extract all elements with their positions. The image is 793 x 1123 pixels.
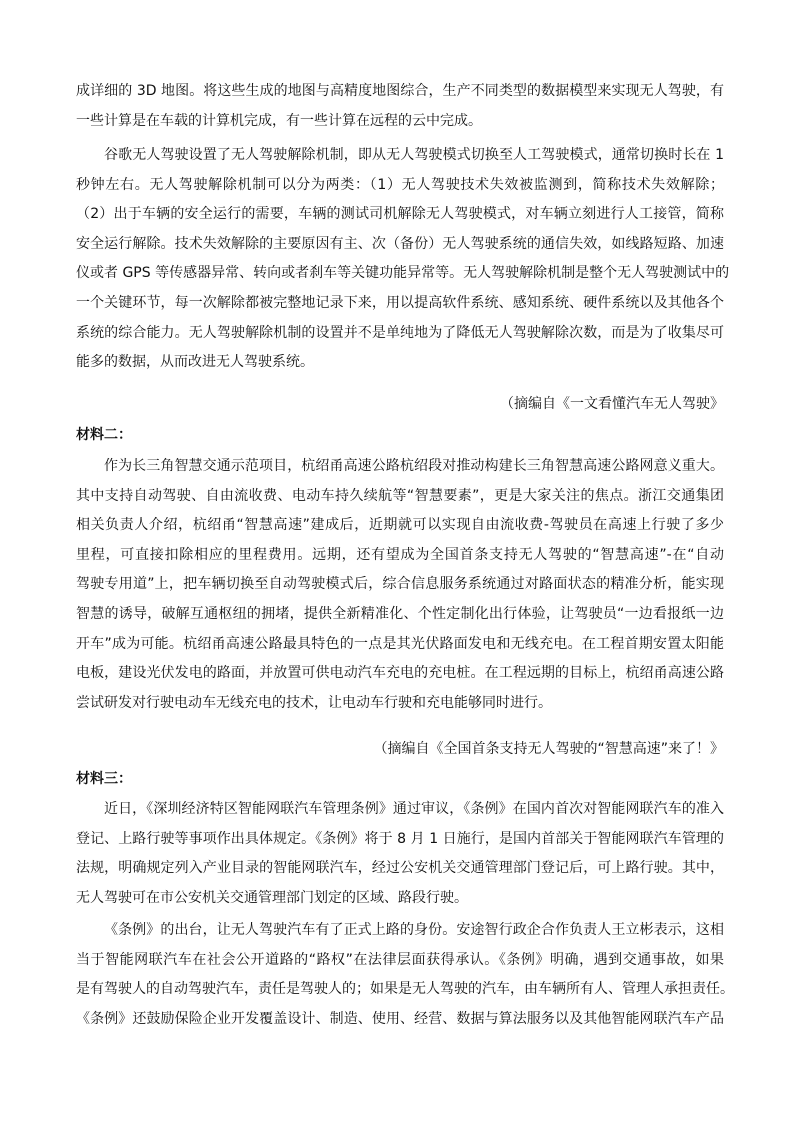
text-line: 法规，明确规定列入产业目录的智能网联汽车，经过公安机关交通管理部门登记后，可上路行驶。其中， (76, 860, 724, 877)
text-line: 近日，《深圳经济特区智能网联汽车管理条例》通过审议，《条例》在国内首次对智能网联汽车的准入 (104, 801, 724, 817)
paragraph-continuation (76, 77, 724, 136)
text-line: 秒钟左右。无人驾驶解除机制可以分为两类：（1）无人驾驶技术失效被监测到，简称技术失效解除； (76, 176, 724, 193)
text-line: 里程，可直接扣除相应的里程费用。远期，还有望成为全国首条支持无人驾驶的“智慧高速”-在“自动 (76, 546, 724, 563)
text-line: 仪或者 GPS 等传感器异常、转向或者刹车等关键功能异常等。无人驾驶解除机制是整个无人驾驶测试中的 (76, 265, 730, 282)
text-line: 相关负责人介绍，杭绍甬“智慧高速”建成后，近期就可以实现自由流收费-驾驶员在高速上行驶了多少 (76, 517, 724, 534)
text-line: 登记、上路行驶等事项作出具体规定。《条例》将于 8 月 1 日施行，是国内首部关于智能网联汽车管理的 (76, 830, 724, 847)
text-line: 当于智能网联汽车在社会公开道路的“路权”在法律层面获得承认。《条例》明确，遇到交通事故，如果 (76, 951, 724, 968)
text-line: 电板，建设光伏发电的路面，并放置可供电动汽车充电的充电桩。在工程远期的目标上，杭绍甬高速公路 (76, 665, 724, 682)
text-line: 智慧的诱导，破解互通枢纽的拥堵，提供全新精准化、个性定制化出行体验，让驾驶员“一边看报纸一边 (76, 605, 724, 622)
text-line: 系统的综合能力。无人驾驶解除机制的设置并不是单纯地为了降低无人驾驶解除次数，而是为了收集尽可 (76, 324, 724, 341)
text-line: 无人驾驶可在市公安机关交通管理部门划定的区域、路段行驶。 (76, 889, 468, 906)
text-line: 作为长三角智慧交通示范项目，杭绍甬高速公路杭绍段对推动构建长三角智慧高速公路网意义重大。 (104, 458, 724, 474)
paragraph-google-disengagement (76, 141, 730, 378)
paragraph-regulation-impact (76, 916, 734, 1034)
text-line: （2）出于车辆的安全运行的需要，车辆的测试司机解除无人驾驶模式，对车辆立刻进行人工接管，简称 (76, 206, 724, 223)
text-line: 一个关键环节，每一次解除都被完整地记录下来，用以提高软件系统、感知系统、硬件系统以及其他各个 (76, 294, 724, 311)
citation: （摘编自《全国首条支持无人驾驶的“智慧高速”来了！》 (373, 741, 724, 757)
text-line: 驾驶专用道”上，把车辆切换至自动驾驶模式后，综合信息服务系统通过对路面状态的精准分析，能实现 (76, 576, 724, 593)
text-line: 谷歌无人驾驶设置了无人驾驶解除机制，即从无人驾驶模式切换至人工驾驶模式，通常切换时长在 1 (104, 147, 724, 163)
text-line: 尝试研发对行驶电动车无线充电的技术，让电动车行驶和充电能够同时进行。 (76, 694, 552, 711)
text-line: 《条例》的出台，让无人驾驶汽车有了正式上路的身份。安途智行政企合作负责人王立彬表示，这相 (104, 922, 724, 938)
paragraph-shenzhen-regulation (76, 795, 724, 913)
text-line: 成详细的 3D 地图。将这些生成的地图与高精度地图综合，生产不同类型的数据模型来实现无人驾驶，有 (76, 83, 724, 99)
section-heading-material-2: 材料二： (76, 427, 132, 443)
text-line: 开车”成为可能。杭绍甬高速公路最具特色的一点是其光伏路面发电和无线充电。在工程首期安置太阳能 (76, 635, 724, 652)
text-line: 是有驾驶人的自动驾驶汽车，责任是驾驶人的；如果是无人驾驶的汽车，由车辆所有人、管理人承担责任。 (76, 981, 734, 998)
text-line: 《条例》还鼓励保险企业开发覆盖设计、制造、使用、经营、数据与算法服务以及其他智能网联汽车产品 (76, 1010, 724, 1027)
text-line: 能多的数据，从而改进无人驾驶系统。 (76, 354, 314, 371)
text-line: 一些计算是在车载的计算机完成，有一些计算在远程的云中完成。 (76, 112, 482, 129)
text-line: 安全运行解除。技术失效解除的主要原因有主、次（备份）无人驾驶系统的通信失效，如线路短路、加速 (76, 235, 724, 252)
paragraph-smart-highway (76, 452, 724, 718)
section-heading-material-3: 材料三： (76, 771, 132, 787)
text-line: 其中支持自动驾驶、自由流收费、电动车持久续航等“智慧要素”，更是大家关注的焦点。浙江交通集团 (76, 487, 724, 504)
citation: （摘编自《一文看懂汽车无人驾驶》 (500, 396, 724, 412)
